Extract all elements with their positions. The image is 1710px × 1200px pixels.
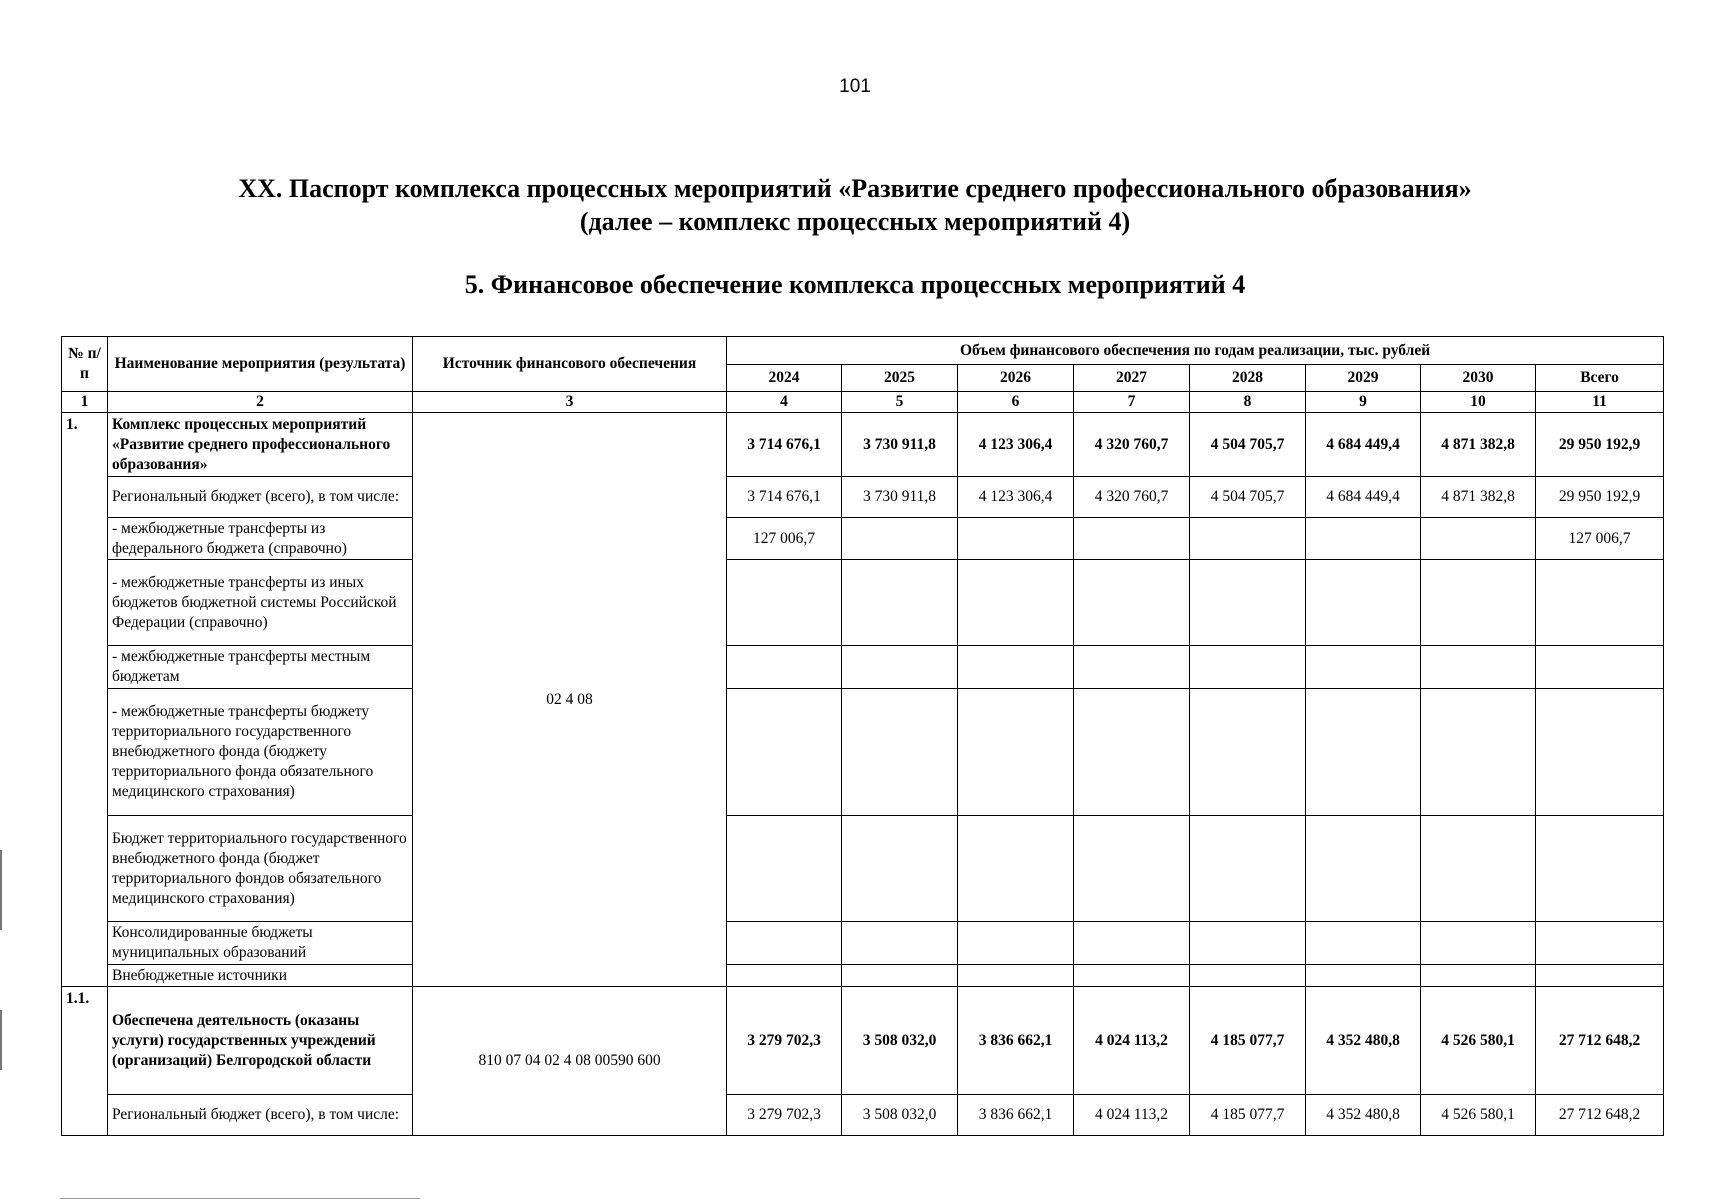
value-cell: 3 730 911,8 — [842, 413, 958, 477]
value-cell — [958, 816, 1074, 922]
column-number: 7 — [1074, 392, 1190, 413]
value-cell — [958, 518, 1074, 560]
value-cell: 4 526 580,1 — [1421, 1095, 1536, 1136]
value-cell: 4 504 705,7 — [1190, 413, 1306, 477]
value-cell — [727, 965, 842, 987]
header-volume: Объем финансового обеспечения по годам реализации, тыс. рублей — [727, 337, 1664, 365]
value-cell — [958, 560, 1074, 646]
column-number: 1 — [62, 392, 108, 413]
value-cell — [1306, 560, 1421, 646]
value-cell — [1306, 646, 1421, 689]
header-source: Источник финансового обеспечения — [413, 337, 727, 392]
value-cell: 4 320 760,7 — [1074, 413, 1190, 477]
header-year: 2027 — [1074, 365, 1190, 392]
table-row — [62, 922, 1664, 965]
table-row — [62, 646, 1664, 689]
value-cell — [1190, 646, 1306, 689]
value-cell — [842, 560, 958, 646]
total-cell — [1536, 922, 1664, 965]
value-cell: 127 006,7 — [727, 518, 842, 560]
value-cell: 4 871 382,8 — [1421, 413, 1536, 477]
value-cell: 4 684 449,4 — [1306, 477, 1421, 518]
header-year: 2028 — [1190, 365, 1306, 392]
value-cell — [1306, 689, 1421, 816]
value-cell: 3 508 032,0 — [842, 1095, 958, 1136]
value-cell — [1421, 922, 1536, 965]
value-cell — [1074, 922, 1190, 965]
value-cell — [842, 689, 958, 816]
total-cell — [1536, 560, 1664, 646]
header-year: 2026 — [958, 365, 1074, 392]
value-cell — [1306, 965, 1421, 987]
value-cell: 4 185 077,7 — [1190, 1095, 1306, 1136]
value-cell — [1421, 965, 1536, 987]
value-cell — [842, 922, 958, 965]
value-cell — [1074, 965, 1190, 987]
value-cell — [1190, 689, 1306, 816]
row-name: - межбюджетные трансферты местным бюджетам — [108, 646, 413, 689]
table-row — [62, 965, 1664, 987]
value-cell: 4 352 480,8 — [1306, 987, 1421, 1095]
header-name: Наименование мероприятия (результата) — [108, 337, 413, 392]
column-number: 11 — [1536, 392, 1664, 413]
row-source: 02 4 08 — [413, 413, 727, 987]
table-row — [62, 816, 1664, 922]
table-row — [62, 413, 1664, 477]
row-name: Комплекс процессных мероприятий «Развитие среднего профессионального образования» — [108, 413, 413, 477]
value-cell — [1074, 816, 1190, 922]
value-cell: 3 714 676,1 — [727, 413, 842, 477]
row-name: Бюджет территориального государственного внебюджетного фонда (бюджет территориального фондов обязательного медицинского страхования) — [108, 816, 413, 922]
value-cell — [1190, 965, 1306, 987]
column-numbers-row — [62, 392, 1664, 413]
value-cell — [1421, 816, 1536, 922]
row-name: - межбюджетные трансферты из федерального бюджета (справочно) — [108, 518, 413, 560]
row-name: - межбюджетные трансферты из иных бюджетов бюджетной системы Российской Федерации (справочно) — [108, 560, 413, 646]
header-year: 2025 — [842, 365, 958, 392]
header-year: 2024 — [727, 365, 842, 392]
value-cell — [727, 646, 842, 689]
value-cell — [1421, 560, 1536, 646]
value-cell: 4 352 480,8 — [1306, 1095, 1421, 1136]
header-num: № п/п — [62, 337, 108, 392]
value-cell — [1074, 560, 1190, 646]
row-index: 1.1. — [62, 987, 108, 1136]
header-total: Всего — [1536, 365, 1664, 392]
column-number: 10 — [1421, 392, 1536, 413]
scan-edge-mark — [0, 1010, 2, 1070]
total-cell: 27 712 648,2 — [1536, 1095, 1664, 1136]
total-cell — [1536, 965, 1664, 987]
value-cell — [958, 965, 1074, 987]
table-row — [62, 987, 1664, 1095]
value-cell — [1421, 646, 1536, 689]
bottom-rule — [60, 1198, 420, 1199]
row-name: Консолидированные бюджеты муниципальных образований — [108, 922, 413, 965]
table-row — [62, 689, 1664, 816]
header-year: 2029 — [1306, 365, 1421, 392]
value-cell — [842, 965, 958, 987]
value-cell — [958, 689, 1074, 816]
total-cell: 29 950 192,9 — [1536, 477, 1664, 518]
value-cell — [1306, 816, 1421, 922]
value-cell — [842, 646, 958, 689]
value-cell: 4 123 306,4 — [958, 477, 1074, 518]
value-cell: 3 730 911,8 — [842, 477, 958, 518]
header-year: 2030 — [1421, 365, 1536, 392]
scan-edge-mark — [0, 850, 2, 930]
table-row — [62, 477, 1664, 518]
row-name: Региональный бюджет (всего), в том числе: — [108, 477, 413, 518]
value-cell: 3 836 662,1 — [958, 1095, 1074, 1136]
row-source: 810 07 04 02 4 08 00590 600 — [413, 987, 727, 1136]
title-line-2: (далее – комплекс процессных мероприятий 4) — [579, 207, 1131, 236]
financing-table-container — [61, 336, 1663, 1136]
value-cell — [1074, 689, 1190, 816]
column-number: 4 — [727, 392, 842, 413]
value-cell: 3 279 702,3 — [727, 987, 842, 1095]
value-cell — [1190, 518, 1306, 560]
value-cell — [1074, 518, 1190, 560]
total-cell — [1536, 689, 1664, 816]
table-row — [62, 560, 1664, 646]
value-cell — [1306, 518, 1421, 560]
value-cell — [842, 518, 958, 560]
value-cell — [727, 922, 842, 965]
value-cell: 4 684 449,4 — [1306, 413, 1421, 477]
section-subtitle: 5. Финансовое обеспечение комплекса процессных мероприятий 4 — [464, 270, 1246, 299]
value-cell: 4 185 077,7 — [1190, 987, 1306, 1095]
row-name: Региональный бюджет (всего), в том числе: — [108, 1095, 413, 1136]
value-cell: 4 526 580,1 — [1421, 987, 1536, 1095]
total-cell: 27 712 648,2 — [1536, 987, 1664, 1095]
value-cell: 4 320 760,7 — [1074, 477, 1190, 518]
page-number: 101 — [839, 76, 871, 97]
value-cell — [842, 816, 958, 922]
total-cell: 29 950 192,9 — [1536, 413, 1664, 477]
value-cell: 4 871 382,8 — [1421, 477, 1536, 518]
value-cell — [727, 689, 842, 816]
row-name: Обеспечена деятельность (оказаны услуги) государственных учреждений (организаций) Белгородской области — [108, 987, 413, 1095]
row-name: - межбюджетные трансферты бюджету территориального государственного внебюджетного фонда (бюджету территориального фонда обязательного медицинского страхования) — [108, 689, 413, 816]
column-number: 2 — [108, 392, 413, 413]
table-row — [62, 518, 1664, 560]
title-line-1: XX. Паспорт комплекса процессных мероприятий «Развитие среднего профессионального образования» — [238, 174, 1472, 203]
value-cell: 4 024 113,2 — [1074, 1095, 1190, 1136]
value-cell — [958, 646, 1074, 689]
page-title — [0, 172, 1710, 238]
column-number: 6 — [958, 392, 1074, 413]
value-cell: 3 836 662,1 — [958, 987, 1074, 1095]
value-cell: 4 024 113,2 — [1074, 987, 1190, 1095]
value-cell — [1074, 646, 1190, 689]
column-number: 5 — [842, 392, 958, 413]
value-cell — [1190, 560, 1306, 646]
table-row — [62, 1095, 1664, 1136]
financing-table — [61, 336, 1664, 1136]
total-cell — [1536, 646, 1664, 689]
column-number: 9 — [1306, 392, 1421, 413]
value-cell — [1421, 518, 1536, 560]
row-index: 1. — [62, 413, 108, 987]
value-cell — [1190, 922, 1306, 965]
value-cell — [958, 922, 1074, 965]
column-number: 3 — [413, 392, 727, 413]
total-cell — [1536, 816, 1664, 922]
value-cell: 3 279 702,3 — [727, 1095, 842, 1136]
column-number: 8 — [1190, 392, 1306, 413]
total-cell: 127 006,7 — [1536, 518, 1664, 560]
value-cell: 4 123 306,4 — [958, 413, 1074, 477]
value-cell: 4 504 705,7 — [1190, 477, 1306, 518]
value-cell — [1190, 816, 1306, 922]
value-cell: 3 714 676,1 — [727, 477, 842, 518]
row-name: Внебюджетные источники — [108, 965, 413, 987]
value-cell — [1306, 922, 1421, 965]
value-cell: 3 508 032,0 — [842, 987, 958, 1095]
value-cell — [727, 560, 842, 646]
value-cell — [727, 816, 842, 922]
value-cell — [1421, 689, 1536, 816]
